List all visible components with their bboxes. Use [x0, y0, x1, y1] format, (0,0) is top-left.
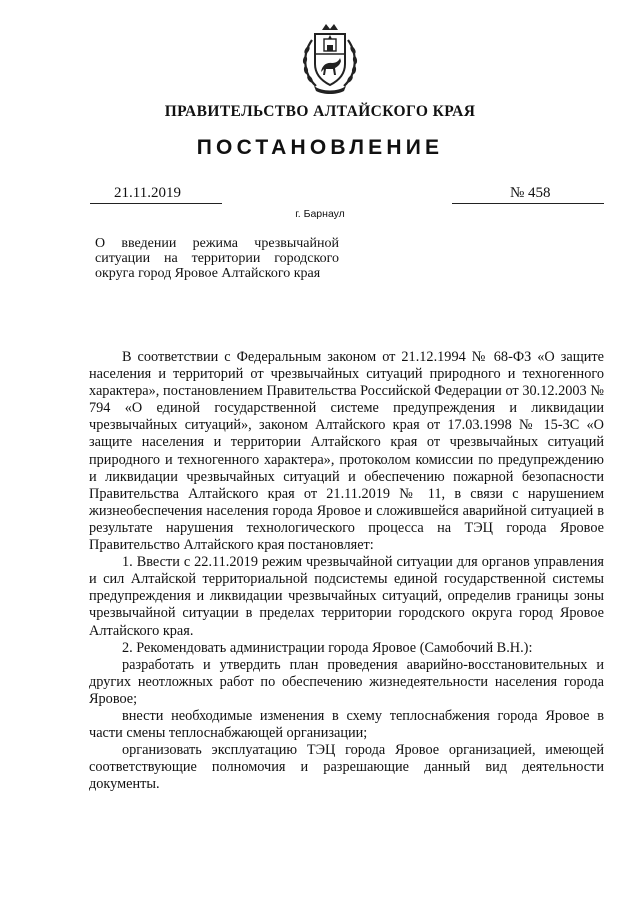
body-paragraph: организовать эксплуатацию ТЭЦ города Яровое организацией, имеющей соответствующие полномочия и разрешающие данный вид деятельности документы.: [89, 742, 604, 793]
body-paragraph: разработать и утвердить план проведения аварийно-восстановительных и других неотложных работ по обеспечению жизнедеятельности населения города Яровое;: [89, 656, 604, 707]
body-paragraph: 1. Ввести с 22.11.2019 режим чрезвычайной ситуации для органов управления и сил Алтайской территориальной подсистемы единой государственной системы предупреждения и ликвидации чрезвычайных ситуаций, определив границы зоны чрезвычайной ситуации в пределах территории городского округа город Яровое Алтайского края.: [89, 554, 604, 639]
city-label: г. Барнаул: [295, 208, 345, 220]
subject-text: О введении режима чрезвычайной ситуации на территории городского округа город Яровое Алтайского края: [95, 236, 339, 282]
document-subject: [95, 236, 339, 282]
body-paragraph: внести необходимые изменения в схему теплоснабжения города Яровое в части смены теплоснабжающей организации;: [89, 707, 604, 742]
body-paragraph: В соответствии с Федеральным законом от 21.12.1994 № 68-ФЗ «О защите населения и территорий от чрезвычайных ситуаций природного и техногенного характера», постановлением Правительства Российской Федерации от 30.12.2003 № 794 «О единой государственной системе предупреждения и ликвидации чрезвычайных ситуаций», законом Алтайского края от 17.03.1998 № 15-ЗС «О защите населения и территории Алтайского края от чрезвычайных ситуаций природного и техногенного характера», протоколом комиссии по предупреждению и ликвидации чрезвычайных ситуаций и обеспечению пожарной безопасности Правительства Алтайского края от 21.11.2019 № 11, в связи с нарушением жизнеобеспечения населения города Яровое и сложившейся аварийной ситуацией в результате нарушения технологического процесса на ТЭЦ города Яровое Правительство Алтайского края постановляет:: [89, 349, 604, 554]
document-type-title: ПОСТАНОВЛЕНИЕ: [196, 136, 444, 159]
body-paragraph: 2. Рекомендовать администрации города Яровое (Самобочий В.Н.):: [122, 639, 533, 656]
document-date: 21.11.2019: [90, 185, 222, 204]
document-body: [89, 349, 604, 793]
organization-name: ПРАВИТЕЛЬСТВО АЛТАЙСКОГО КРАЯ: [164, 103, 476, 120]
document-number: № 458: [452, 185, 604, 204]
coat-of-arms-icon: [298, 20, 362, 96]
